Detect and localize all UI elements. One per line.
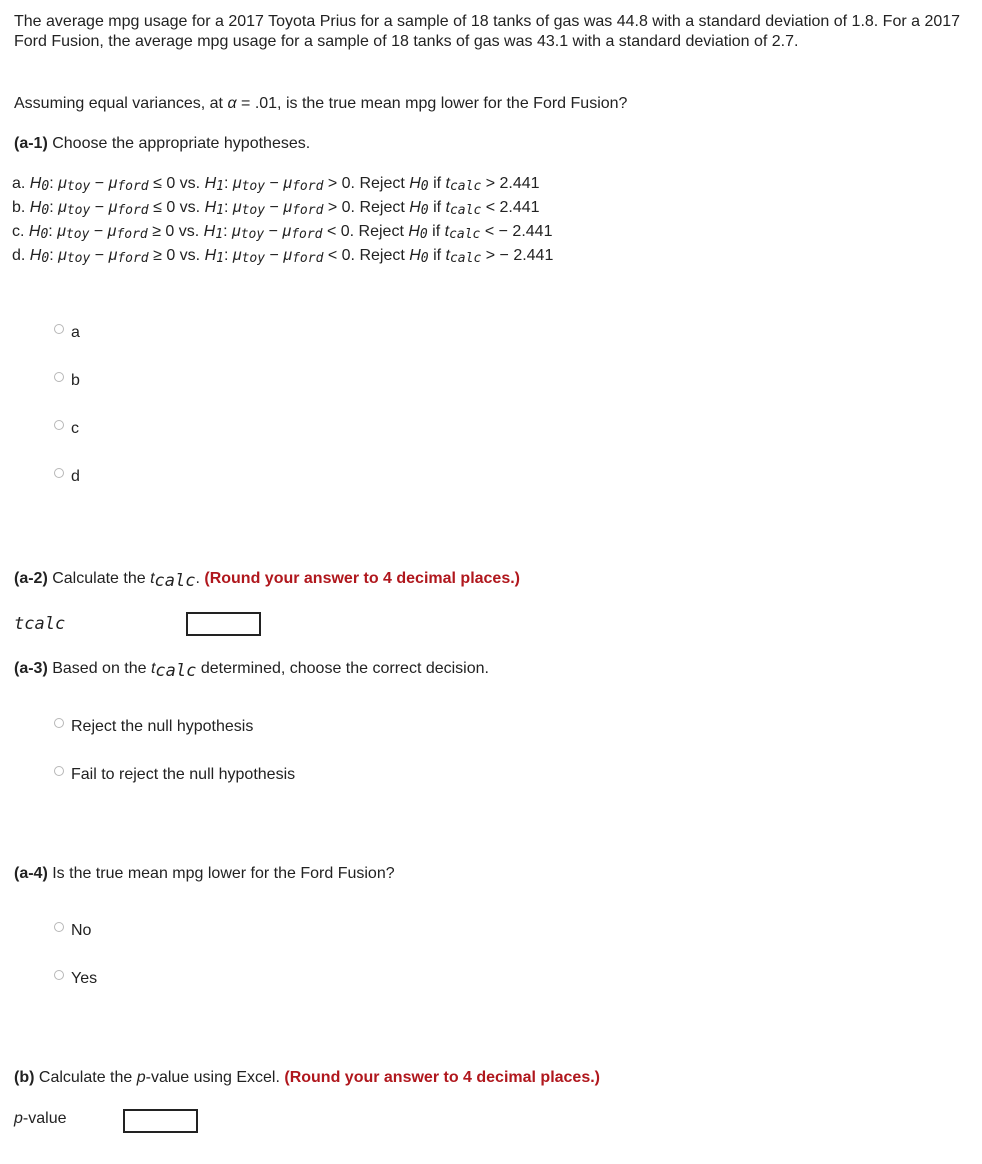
- h0-symbol: H: [29, 247, 42, 264]
- minus-sign: −: [265, 199, 284, 216]
- h0-subscript: 0: [420, 203, 429, 218]
- if-text: if: [428, 247, 446, 264]
- h0-subscript: 0: [41, 179, 50, 194]
- toy-subscript: toy: [241, 203, 266, 218]
- vs-text: vs.: [175, 199, 205, 216]
- h0-relation: ≤ 0: [153, 199, 176, 216]
- mu-symbol: μ: [108, 247, 118, 264]
- a4-option-label: No: [71, 922, 92, 939]
- vs-text: vs.: [175, 175, 205, 192]
- part-a3-heading: [14, 658, 964, 679]
- ford-subscript: ford: [117, 179, 149, 194]
- a1-option-label: d: [71, 468, 80, 485]
- h1-relation: < 0: [327, 247, 351, 264]
- a3-option-label: Fail to reject the null hypothesis: [71, 766, 296, 783]
- mu-symbol: μ: [283, 199, 293, 216]
- h0-symbol: H: [28, 223, 41, 240]
- a3-option[interactable]: [54, 718, 253, 736]
- a1-option[interactable]: [54, 324, 80, 342]
- a1-option-label: b: [71, 372, 80, 389]
- calc-subscript: calc: [449, 227, 481, 242]
- h0-relation: ≥ 0: [153, 247, 176, 264]
- toy-subscript: toy: [241, 251, 266, 266]
- h0-subscript: 0: [40, 227, 49, 242]
- part-a1-heading: [14, 134, 964, 154]
- part-a4-heading: [14, 864, 964, 884]
- a1-option-label: c: [71, 420, 79, 437]
- mu-symbol: μ: [108, 199, 118, 216]
- colon: :: [223, 199, 233, 216]
- h0-symbol: H: [29, 199, 42, 216]
- radio-button[interactable]: [54, 766, 64, 776]
- h0-symbol: H: [409, 247, 421, 264]
- h0-symbol: H: [408, 223, 420, 240]
- mu-symbol: μ: [58, 247, 67, 264]
- ford-subscript: ford: [117, 251, 149, 266]
- ford-subscript: ford: [116, 227, 148, 242]
- h0-symbol: H: [409, 175, 421, 192]
- t-symbol: t: [444, 223, 450, 240]
- h0-relation: ≥ 0: [152, 223, 175, 240]
- calc-subscript: calc: [154, 571, 196, 591]
- option-letter: b.: [12, 199, 26, 216]
- pvalue-rest: -value: [22, 1110, 67, 1127]
- pvalue-p: p: [14, 1110, 23, 1127]
- reject-condition: > 2.441: [485, 175, 540, 192]
- question-text: [14, 94, 964, 114]
- ford-subscript: ford: [292, 179, 324, 194]
- h1-subscript: 1: [216, 179, 224, 194]
- a4-option[interactable]: [54, 970, 97, 988]
- a1-option[interactable]: [54, 468, 80, 486]
- part-b-tag: (b): [14, 1069, 35, 1086]
- h0-subscript: 0: [420, 179, 429, 194]
- colon: :: [223, 223, 232, 240]
- calc-subscript: calc: [155, 661, 197, 681]
- tcalc-input[interactable]: [186, 612, 261, 636]
- t-symbol: t: [445, 247, 450, 264]
- alpha-symbol: α: [227, 95, 237, 112]
- pvalue-label: [14, 1110, 66, 1128]
- part-a2-tail: .: [195, 570, 200, 587]
- hypothesis-option-row: [12, 244, 553, 269]
- part-a4-text: Is the true mean mpg lower for the Ford Fusion?: [47, 865, 395, 882]
- minus-sign: −: [90, 175, 109, 192]
- colon: :: [49, 175, 59, 192]
- minus-sign: −: [265, 247, 284, 264]
- round-instruction: (Round your answer to 4 decimal places.): [279, 1069, 600, 1086]
- a3-option-label: Reject the null hypothesis: [71, 718, 254, 735]
- part-b-text2: -value using Excel.: [145, 1069, 280, 1086]
- mu-symbol: μ: [232, 175, 242, 192]
- ford-subscript: ford: [292, 251, 324, 266]
- t-symbol: t: [150, 660, 156, 677]
- question-pre: Assuming equal variances, at: [14, 95, 228, 112]
- h1-relation: > 0: [327, 175, 351, 192]
- calc-subscript: calc: [449, 179, 482, 194]
- minus-sign: −: [264, 223, 283, 240]
- h1-relation: < 0: [326, 223, 350, 240]
- part-b-heading: [14, 1068, 964, 1088]
- mu-symbol: μ: [107, 223, 117, 240]
- minus-sign: −: [90, 247, 109, 264]
- problem-statement: The average mpg usage for a 2017 Toyota Prius for a sample of 18 tanks of gas was 44.8 with a standard deviation of 1.8. For a 2017 Ford Fusion, the average mpg usage for a sample of 18 tanks of gas was 43.1 with a standard deviation of 2.7.: [14, 13, 961, 50]
- part-a3-tag: (a-3): [14, 660, 48, 677]
- radio-button[interactable]: [54, 468, 64, 478]
- toy-subscript: toy: [65, 227, 90, 242]
- h0-subscript: 0: [41, 251, 50, 266]
- h1-symbol: H: [204, 175, 217, 192]
- p-word: p: [136, 1069, 146, 1086]
- vs-text: vs.: [174, 223, 204, 240]
- h0-symbol: H: [29, 175, 42, 192]
- a1-option[interactable]: [54, 420, 79, 438]
- part-a4-tag: (a-4): [14, 865, 48, 882]
- h1-subscript: 1: [216, 251, 224, 266]
- h1-relation: > 0: [327, 199, 351, 216]
- mu-symbol: μ: [57, 223, 66, 240]
- round-instruction: (Round your answer to 4 decimal places.): [199, 570, 520, 587]
- option-letter: a.: [12, 175, 26, 192]
- colon: :: [49, 199, 59, 216]
- mu-symbol: μ: [231, 223, 241, 240]
- calc-subscript: calc: [449, 203, 482, 218]
- mu-symbol: μ: [283, 175, 293, 192]
- if-text: if: [428, 199, 446, 216]
- part-a3-tail: determined, choose the correct decision.: [196, 660, 489, 677]
- a3-option[interactable]: [54, 766, 295, 784]
- part-a2-tag: (a-2): [14, 570, 48, 587]
- mu-symbol: μ: [58, 175, 67, 192]
- reject-condition: < 2.441: [485, 199, 540, 216]
- part-a1-text: Choose the appropriate hypotheses.: [47, 135, 311, 152]
- colon: :: [223, 175, 233, 192]
- h0-subscript: 0: [420, 251, 429, 266]
- minus-sign: −: [265, 175, 284, 192]
- radio-button[interactable]: [54, 922, 64, 932]
- reject-condition: < − 2.441: [484, 223, 553, 240]
- toy-subscript: toy: [240, 227, 265, 242]
- colon: :: [48, 223, 58, 240]
- pvalue-input[interactable]: [123, 1109, 198, 1133]
- h1-symbol: H: [204, 199, 217, 216]
- reject-text: . Reject: [349, 223, 409, 240]
- h0-relation: ≤ 0: [153, 175, 176, 192]
- a1-option-label: a: [71, 324, 80, 341]
- toy-subscript: toy: [66, 251, 91, 266]
- vs-text: vs.: [175, 247, 205, 264]
- reject-text: . Reject: [350, 175, 410, 192]
- hypothesis-option-row: [12, 172, 540, 197]
- minus-sign: −: [89, 223, 108, 240]
- reject-text: . Reject: [350, 199, 410, 216]
- t-symbol: t: [445, 175, 450, 192]
- hypothesis-option-row: [12, 220, 552, 245]
- minus-sign: −: [90, 199, 109, 216]
- colon: :: [223, 247, 233, 264]
- mu-symbol: μ: [232, 199, 242, 216]
- ford-subscript: ford: [117, 203, 149, 218]
- if-text: if: [427, 223, 445, 240]
- toy-subscript: toy: [66, 203, 91, 218]
- option-letter: c.: [12, 223, 25, 240]
- mu-symbol: μ: [283, 247, 293, 264]
- tcalc-label-text: tcalc: [14, 614, 66, 634]
- t-symbol: t: [150, 570, 155, 587]
- toy-subscript: toy: [241, 179, 266, 194]
- radio-button[interactable]: [54, 420, 64, 430]
- mu-symbol: μ: [58, 199, 67, 216]
- part-a2-heading: [14, 568, 964, 589]
- calc-subscript: calc: [449, 251, 482, 266]
- h0-symbol: H: [409, 199, 421, 216]
- reject-text: . Reject: [350, 247, 410, 264]
- a1-option[interactable]: [54, 372, 80, 390]
- h1-subscript: 1: [216, 203, 224, 218]
- a4-option-label: Yes: [71, 970, 98, 987]
- part-a3-text: Based on the: [47, 660, 151, 677]
- tcalc-label: [14, 614, 65, 634]
- toy-subscript: toy: [66, 179, 91, 194]
- if-text: if: [428, 175, 446, 192]
- t-symbol: t: [445, 199, 450, 216]
- mu-symbol: μ: [108, 175, 118, 192]
- part-a1-tag: (a-1): [14, 135, 48, 152]
- h1-symbol: H: [203, 223, 216, 240]
- h1-symbol: H: [204, 247, 217, 264]
- ford-subscript: ford: [292, 203, 324, 218]
- hypothesis-option-row: [12, 196, 540, 221]
- radio-button[interactable]: [54, 718, 64, 728]
- mu-symbol: μ: [282, 223, 292, 240]
- question-post: = .01, is the true mean mpg lower for the Ford Fusion?: [236, 95, 628, 112]
- reject-condition: > − 2.441: [485, 247, 554, 264]
- h0-subscript: 0: [419, 227, 428, 242]
- mu-symbol: μ: [232, 247, 242, 264]
- radio-button[interactable]: [54, 970, 64, 980]
- h0-subscript: 0: [41, 203, 50, 218]
- part-b-text: Calculate the: [34, 1069, 137, 1086]
- h1-subscript: 1: [215, 227, 224, 242]
- part-a2-text: Calculate the: [47, 570, 151, 587]
- radio-button[interactable]: [54, 372, 64, 382]
- colon: :: [49, 247, 59, 264]
- radio-button[interactable]: [54, 324, 64, 334]
- ford-subscript: ford: [291, 227, 323, 242]
- a4-option[interactable]: [54, 922, 91, 940]
- option-letter: d.: [12, 247, 26, 264]
